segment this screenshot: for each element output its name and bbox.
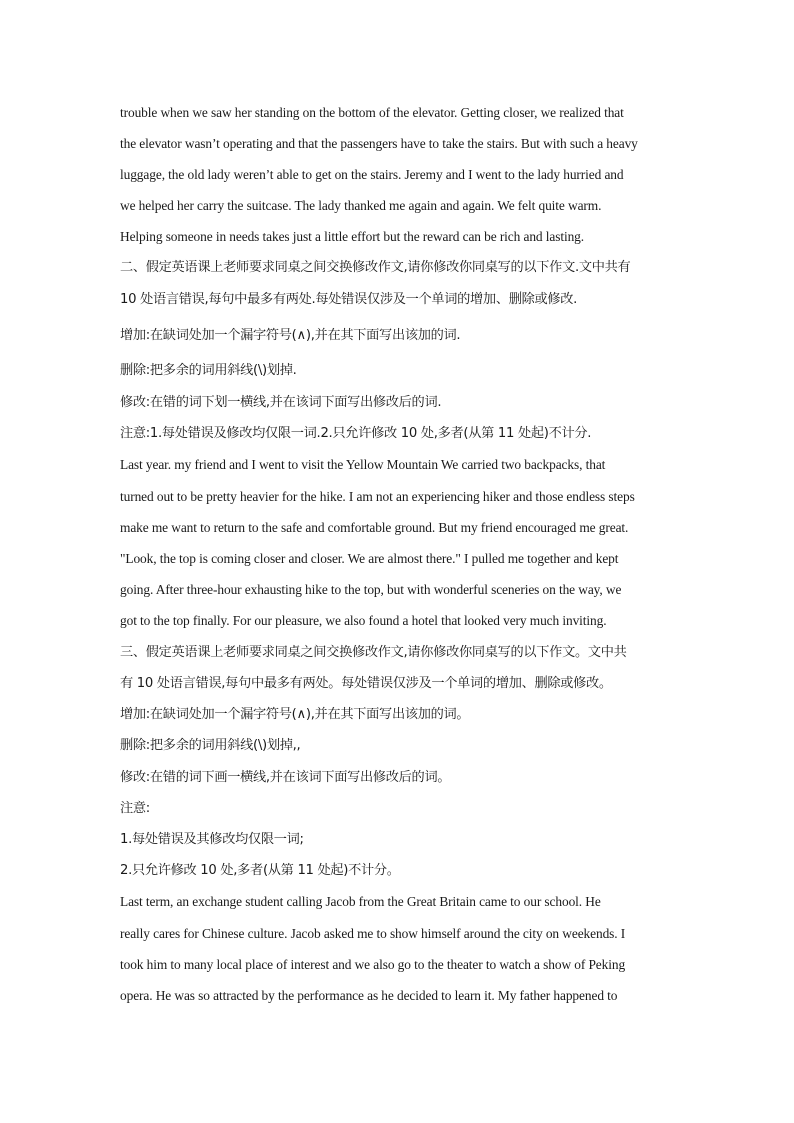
section3-passage-line: opera. He was so attracted by the performance as he decided to learn it. My father happened to bbox=[120, 988, 618, 1003]
section2-passage-line: got to the top finally. For our pleasure, we also found a hotel that looked very much inviting. bbox=[120, 613, 607, 628]
passage1-line: we helped her carry the suitcase. The lady thanked me again and again. We felt quite warm. bbox=[120, 198, 602, 213]
section2-heading: 二、假定英语课上老师要求同桌之间交换修改作文,请你修改你同桌写的以下作文.文中共有 bbox=[120, 260, 631, 275]
passage1-line: the elevator wasn’t operating and that the passengers have to take the stairs. But with such a heavy bbox=[120, 136, 638, 151]
section3-instruction: 修改:在错的词下画一横线,并在该词下面写出修改后的词。 bbox=[120, 770, 451, 785]
section3-passage-line: really cares for Chinese culture. Jacob asked me to show himself around the city on weekends. I bbox=[120, 926, 626, 941]
passage1-line: Helping someone in needs takes just a little effort but the reward can be rich and lasting. bbox=[120, 229, 585, 244]
section3-passage-line: took him to many local place of interest and we also go to the theater to watch a show of Peking bbox=[120, 957, 626, 972]
section2-instruction: 增加:在缺词处加一个漏字符号(∧),并在其下面写出该加的词. bbox=[120, 328, 461, 343]
section3-passage-line: Last term, an exchange student calling Jacob from the Great Britain came to our school. He bbox=[120, 894, 601, 909]
section2-instruction: 注意:1.每处错误及修改均仅限一词.2.只允许修改 10 处,多者(从第 11 处起)不计分. bbox=[120, 426, 592, 441]
section2-passage-line: Last year. my friend and I went to visit the Yellow Mountain We carried two backpacks, that bbox=[120, 457, 606, 472]
section3-instruction: 1.每处错误及其修改均仅限一词; bbox=[120, 832, 304, 847]
passage1-line: trouble when we saw her standing on the bottom of the elevator. Getting closer, we realized that bbox=[120, 105, 624, 120]
section2-passage-line: "Look, the top is coming closer and closer. We are almost there." I pulled me together and kept bbox=[120, 551, 619, 566]
section2-instruction: 删除:把多余的词用斜线(\)划掉. bbox=[120, 363, 297, 378]
section2-passage-line: turned out to be pretty heavier for the hike. I am not an experiencing hiker and those endless steps bbox=[120, 489, 635, 504]
section3-instruction: 增加:在缺词处加一个漏字符号(∧),并在其下面写出该加的词。 bbox=[120, 707, 470, 722]
passage1-line: luggage, the old lady weren’t able to get on the stairs. Jeremy and I went to the lady hurried and bbox=[120, 167, 624, 182]
section2-passage-line: going. After three-hour exhausting hike to the top, but with wonderful sceneries on the way, we bbox=[120, 582, 622, 597]
section3-instruction: 2.只允许修改 10 处,多者(从第 11 处起)不计分。 bbox=[120, 863, 400, 878]
section3-instruction: 注意: bbox=[120, 801, 150, 816]
section3-heading: 三、假定英语课上老师要求同桌之间交换修改作文,请你修改你同桌写的以下作文。文中共 bbox=[120, 645, 627, 660]
section2-instruction: 10 处语言错误,每句中最多有两处.每处错误仅涉及一个单词的增加、删除或修改. bbox=[120, 292, 578, 307]
section3-instruction: 删除:把多余的词用斜线(\)划掉,, bbox=[120, 738, 301, 753]
section2-instruction: 修改:在错的词下划一横线,并在该词下面写出修改后的词. bbox=[120, 395, 442, 410]
section3-instruction: 有 10 处语言错误,每句中最多有两处。每处错误仅涉及一个单词的增加、删除或修改。 bbox=[120, 676, 612, 691]
section2-passage-line: make me want to return to the safe and comfortable ground. But my friend encouraged me great. bbox=[120, 520, 629, 535]
